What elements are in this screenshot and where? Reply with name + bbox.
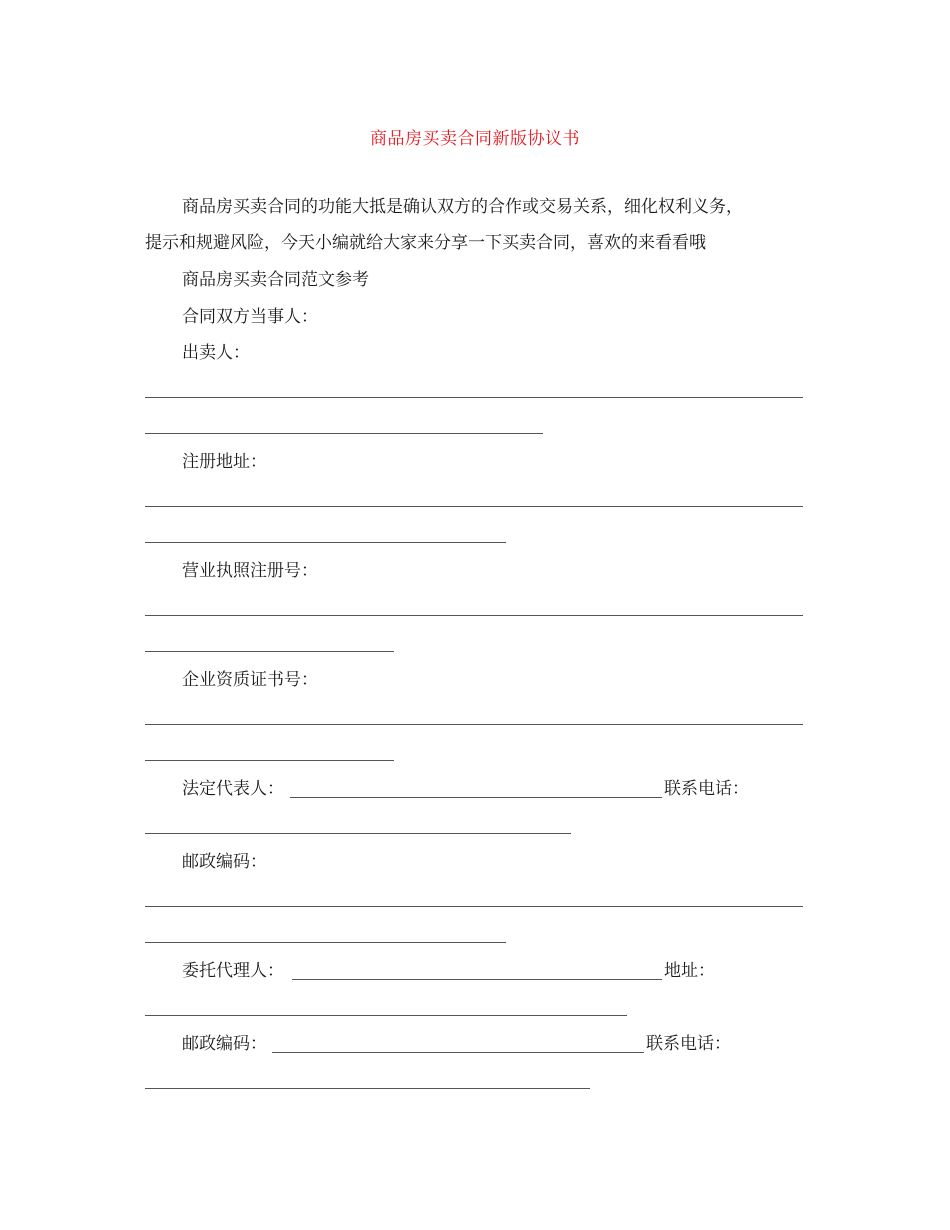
registered-address-blank-line-1[interactable] [145, 506, 803, 507]
intro-line-2: 提示和规避风险，今天小编就给大家来分享一下买卖合同，喜欢的来看看哦 [145, 233, 706, 253]
qualification-cert-label: 企业资质证书号： [182, 670, 318, 690]
seller-blank-line-2[interactable] [145, 433, 543, 434]
legal-rep-label: 法定代表人： [182, 779, 284, 799]
address-blank-line[interactable] [145, 1015, 627, 1016]
postal-code-2-blank-line[interactable] [272, 1052, 644, 1053]
contact-phone-1-blank-line[interactable] [145, 833, 571, 834]
address-label: 地址： [664, 961, 715, 981]
reference-heading: 商品房买卖合同范文参考 [182, 270, 369, 290]
document-title: 商品房买卖合同新版协议书 [370, 129, 580, 149]
agent-blank-line[interactable] [292, 979, 662, 980]
contact-phone-1-label: 联系电话： [664, 779, 749, 799]
parties-heading: 合同双方当事人： [182, 307, 318, 327]
business-license-blank-line-2[interactable] [145, 651, 394, 652]
postal-code-1-label: 邮政编码： [182, 852, 267, 872]
registered-address-label: 注册地址： [182, 452, 267, 472]
business-license-label: 营业执照注册号： [182, 561, 318, 581]
postal-code-2-label: 邮政编码： [182, 1034, 267, 1054]
postal-code-1-blank-line-2[interactable] [145, 942, 506, 943]
registered-address-blank-line-2[interactable] [145, 542, 506, 543]
contact-phone-2-blank-line[interactable] [145, 1088, 590, 1089]
qualification-cert-blank-line-1[interactable] [145, 724, 803, 725]
agent-label: 委托代理人： [182, 961, 284, 981]
legal-rep-blank-line[interactable] [290, 797, 662, 798]
business-license-blank-line-1[interactable] [145, 615, 803, 616]
intro-line-1: 商品房买卖合同的功能大抵是确认双方的合作或交易关系，细化权利义务， [182, 197, 743, 217]
seller-label: 出卖人： [182, 343, 250, 363]
qualification-cert-blank-line-2[interactable] [145, 760, 394, 761]
seller-blank-line-1[interactable] [145, 397, 803, 398]
postal-code-1-blank-line-1[interactable] [145, 906, 803, 907]
contact-phone-2-label: 联系电话： [646, 1034, 731, 1054]
